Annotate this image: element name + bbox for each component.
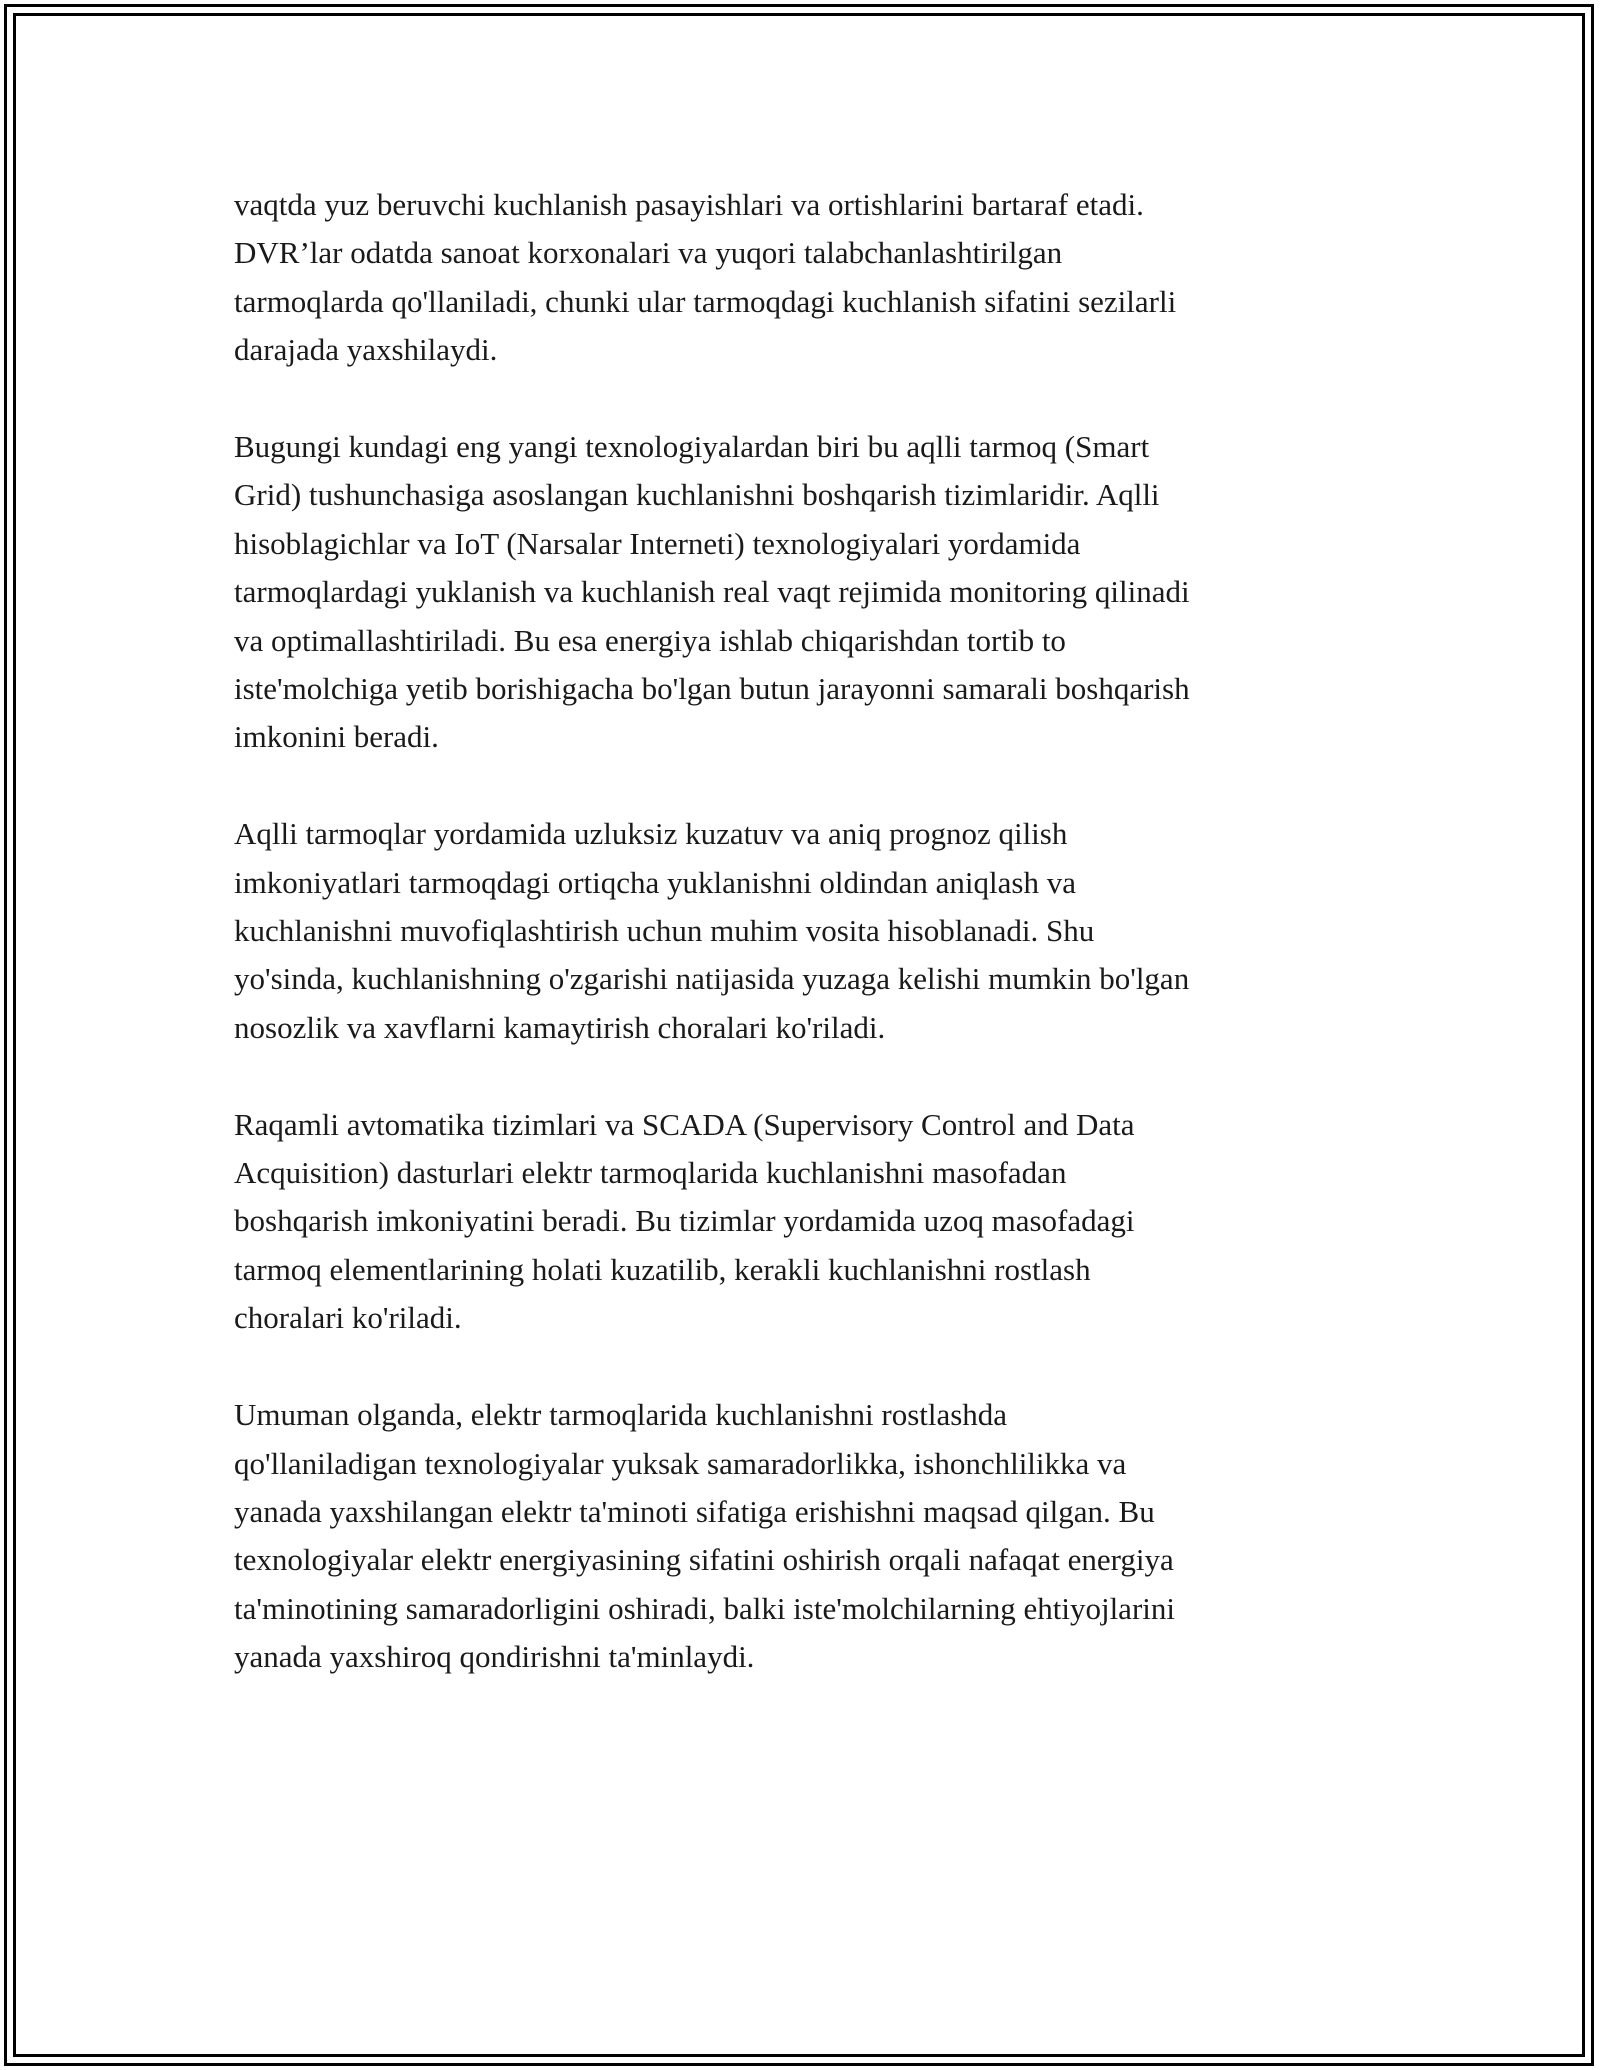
text-line: Umuman olganda, elektr tarmoqlarida kuchlanishni rostlashda	[234, 1397, 1008, 1433]
text-line: DVR’lar odatda sanoat korxonalari va yuqori talabchanlashtirilgan	[234, 235, 1063, 271]
text-line: imkonini beradi.	[234, 719, 439, 755]
paragraph	[234, 423, 1384, 762]
text-line: qo'llaniladigan texnologiyalar yuksak samaradorlikka, ishonchlilikka va	[234, 1445, 1127, 1481]
text-line: vaqtda yuz beruvchi kuchlanish pasayishlari va ortishlarini bartaraf etadi.	[234, 187, 1144, 222]
paragraph	[234, 810, 1384, 1052]
paragraph	[234, 1391, 1384, 1681]
text-line: Aqlli tarmoqlar yordamida uzluksiz kuzatuv va aniq prognoz qilish	[234, 816, 1068, 852]
paragraph	[234, 1101, 1384, 1343]
text-line: Bugungi kundagi eng yangi texnologiyalardan biri bu aqlli tarmoq (Smart	[234, 429, 1150, 465]
document-body	[234, 181, 1384, 1730]
text-line: imkoniyatlari tarmoqdagi ortiqcha yuklanishni oldindan aniqlash va	[234, 864, 1076, 900]
text-line: Raqamli avtomatika tizimlari va SCADA (Supervisory Control and Data	[234, 1106, 1135, 1142]
text-line: texnologiyalar elektr energiyasining sifatini oshirish orqali nafaqat energiya	[234, 1542, 1174, 1578]
text-line: hisoblagichlar va IoT (Narsalar Interneti) texnologiyalari yordamida	[234, 525, 1081, 561]
text-line: ta'minotining samaradorligini oshiradi, balki iste'molchilarning ehtiyojlarini	[234, 1590, 1175, 1626]
text-line: Grid) tushunchasiga asoslangan kuchlanishni boshqarish tizimlaridir. Aqlli	[234, 477, 1160, 513]
text-line: boshqarish imkoniyatini beradi. Bu tizimlar yordamida uzoq masofadagi	[234, 1203, 1135, 1239]
text-line: tarmoqlardagi yuklanish va kuchlanish real vaqt rejimida monitoring qilinadi	[234, 574, 1190, 610]
text-line: choralari ko'riladi.	[234, 1300, 462, 1336]
text-line: yanada yaxshiroq qondirishni ta'minlaydi.	[234, 1639, 755, 1675]
paragraph	[234, 181, 1384, 375]
text-line: Acquisition) dasturlari elektr tarmoqlarida kuchlanishni masofadan	[234, 1155, 1067, 1191]
text-line: tarmoqlarda qo'llaniladi, chunki ular tarmoqdagi kuchlanish sifatini sezilarli	[234, 283, 1177, 319]
text-line: darajada yaxshilaydi.	[234, 332, 498, 368]
text-line: iste'molchiga yetib borishigacha bo'lgan butun jarayonni samarali boshqarish	[234, 671, 1190, 707]
text-line: yanada yaxshilangan elektr ta'minoti sifatiga erishishni maqsad qilgan. Bu	[234, 1493, 1155, 1529]
text-line: nosozlik va xavflarni kamaytirish choralari ko'riladi.	[234, 1009, 886, 1045]
text-line: va optimallashtiriladi. Bu esa energiya ishlab chiqarishdan tortib to	[234, 622, 1066, 658]
text-line: yo'sinda, kuchlanishning o'zgarishi natijasida yuzaga kelishi mumkin bo'lgan	[234, 961, 1190, 997]
text-line: tarmoq elementlarining holati kuzatilib, kerakli kuchlanishni rostlash	[234, 1251, 1091, 1287]
text-line: kuchlanishni muvofiqlashtirish uchun muhim vosita hisoblanadi. Shu	[234, 913, 1095, 949]
